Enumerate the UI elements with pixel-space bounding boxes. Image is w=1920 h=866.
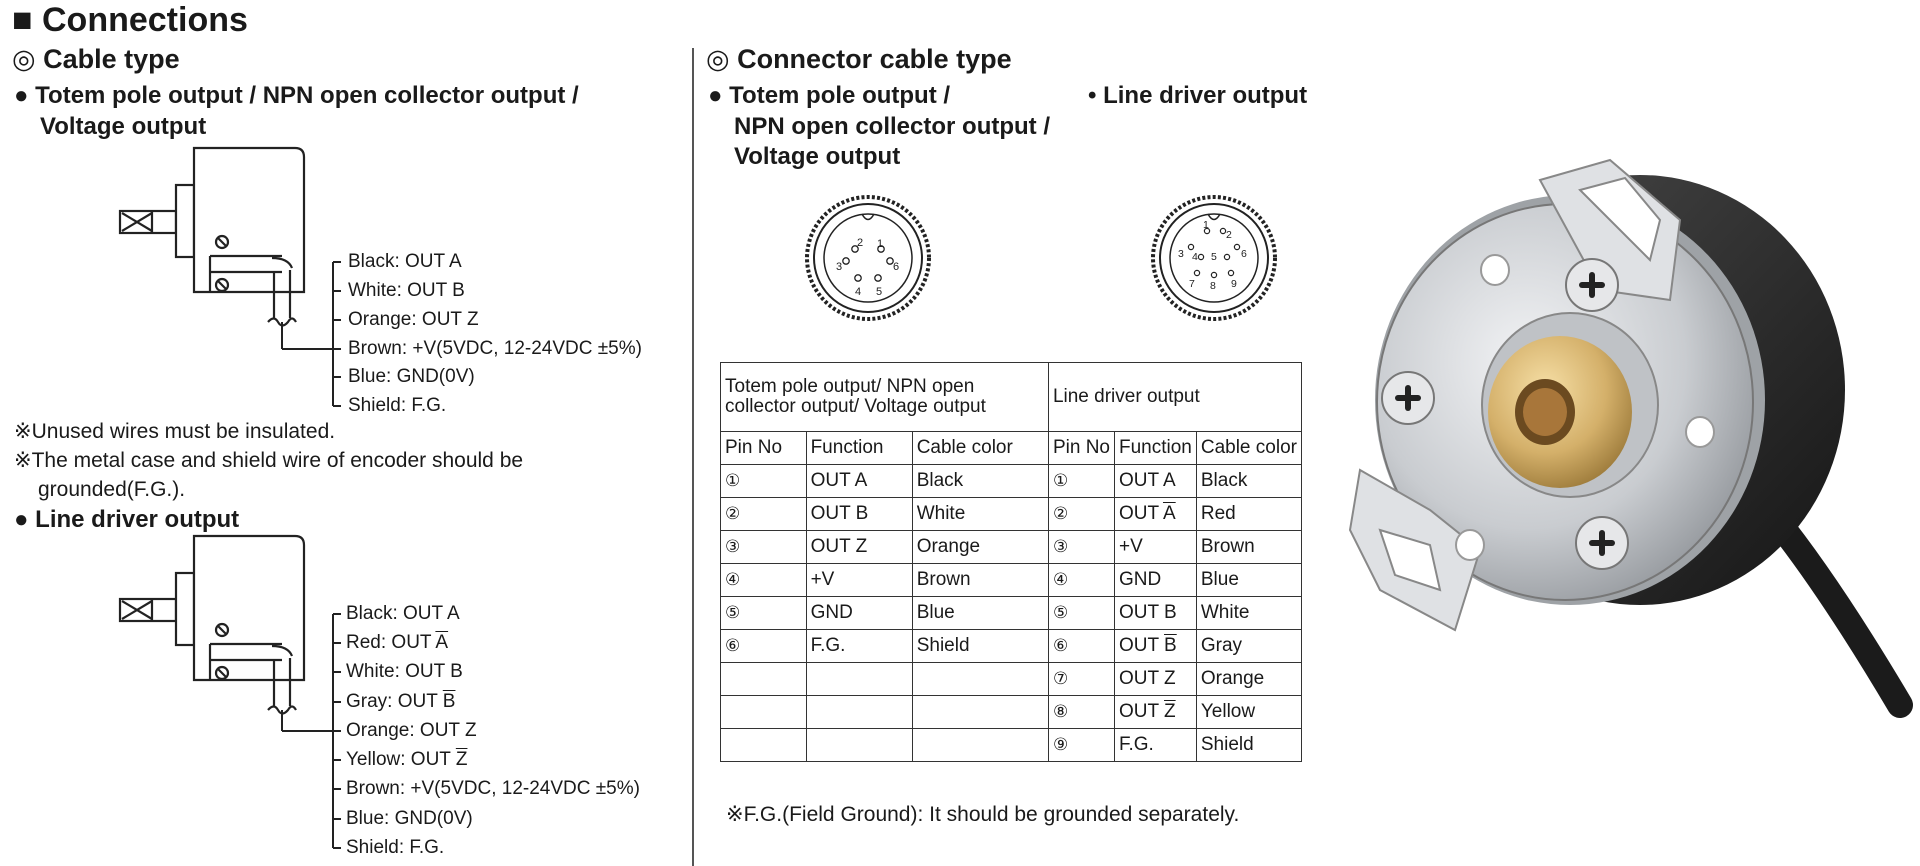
group-left-header: Totem pole output/ NPN open collector output/ Voltage output bbox=[721, 363, 1049, 432]
table-group-header-row bbox=[721, 363, 1302, 432]
table-header-row bbox=[721, 432, 1302, 465]
color-cell bbox=[912, 729, 1048, 762]
encoder-body-2 bbox=[120, 536, 304, 714]
column-header: Function bbox=[1114, 432, 1196, 465]
function-cell: OUT $\overline{A}$ bbox=[1114, 498, 1196, 531]
pin-label: 2 bbox=[857, 237, 864, 249]
wire-label: Blue: GND(0V) bbox=[346, 808, 473, 829]
connector-9pin-face bbox=[1151, 195, 1277, 321]
pin-cell: ① bbox=[721, 465, 807, 498]
pin-cell: ⑧ bbox=[1048, 696, 1114, 729]
function-cell bbox=[806, 663, 912, 696]
color-cell: Black bbox=[912, 465, 1048, 498]
encoder-product-illustration bbox=[1340, 150, 1920, 710]
function-cell: OUT Z bbox=[1114, 663, 1196, 696]
table-row bbox=[721, 597, 1302, 630]
color-cell bbox=[912, 663, 1048, 696]
pin-cell bbox=[721, 696, 807, 729]
wire-label: Red: OUT $\overline{A}$ bbox=[346, 632, 449, 653]
table-row bbox=[721, 564, 1302, 597]
pin-cell bbox=[721, 663, 807, 696]
pin-cell: ④ bbox=[1048, 564, 1114, 597]
wire-label: White: OUT B bbox=[348, 280, 465, 301]
pin-cell: ⑥ bbox=[1048, 630, 1114, 663]
note-unused-wires: ※Unused wires must be insulated. bbox=[14, 420, 336, 443]
pin-label: 5 bbox=[876, 286, 883, 298]
pin-label: 1 bbox=[1203, 219, 1209, 231]
pin-cell: ⑨ bbox=[1048, 729, 1114, 762]
color-cell: Orange bbox=[1196, 663, 1301, 696]
function-cell: OUT $\overline{B}$ bbox=[1114, 630, 1196, 663]
page-title: ■ Connections bbox=[12, 1, 248, 39]
wire-label: Shield: F.G. bbox=[346, 837, 445, 858]
pin-cell: ③ bbox=[1048, 531, 1114, 564]
pin-label: 4 bbox=[855, 286, 862, 298]
color-cell: Brown bbox=[912, 564, 1048, 597]
pin-label: 9 bbox=[1231, 278, 1237, 290]
cable-group1-heading-line2: Voltage output bbox=[40, 113, 207, 140]
pin-label: 7 bbox=[1189, 278, 1195, 290]
connector-right-heading: • Line driver output bbox=[1088, 82, 1308, 109]
color-cell: Shield bbox=[912, 630, 1048, 663]
table-row bbox=[721, 729, 1302, 762]
color-cell: Black bbox=[1196, 465, 1301, 498]
color-cell: Red bbox=[1196, 498, 1301, 531]
table-row bbox=[721, 465, 1302, 498]
pin-label: 6 bbox=[1241, 248, 1247, 260]
cable-type-heading: ◎ Cable type bbox=[12, 44, 180, 74]
pin-cell: ④ bbox=[721, 564, 807, 597]
function-cell: GND bbox=[1114, 564, 1196, 597]
function-cell: F.G. bbox=[806, 630, 912, 663]
table-row bbox=[721, 498, 1302, 531]
column-header: Pin No bbox=[721, 432, 807, 465]
pin-cell: ⑤ bbox=[721, 597, 807, 630]
table-row bbox=[721, 531, 1302, 564]
connector-6pin-face bbox=[805, 195, 931, 321]
color-cell: Gray bbox=[1196, 630, 1301, 663]
function-cell bbox=[806, 696, 912, 729]
function-cell: GND bbox=[806, 597, 912, 630]
double-circle-icon: ◎ bbox=[12, 44, 36, 74]
connector-left-heading-line3: Voltage output bbox=[734, 143, 901, 170]
table-row bbox=[721, 663, 1302, 696]
function-cell: OUT B bbox=[806, 498, 912, 531]
color-cell: Orange bbox=[912, 531, 1048, 564]
pin-cell: ⑥ bbox=[721, 630, 807, 663]
pin-cell: ② bbox=[721, 498, 807, 531]
connector-left-heading-line2: NPN open collector output / bbox=[734, 113, 1050, 140]
connector-type-heading: ◎ Connector cable type bbox=[706, 44, 1012, 74]
function-cell: F.G. bbox=[1114, 729, 1196, 762]
cable-group2-heading: ● Line driver output bbox=[14, 506, 240, 533]
bullet-icon: • bbox=[1088, 82, 1097, 109]
table-row bbox=[721, 696, 1302, 729]
cable-group1-heading: ● Totem pole output / NPN open collector output / bbox=[14, 82, 579, 109]
note-grounding: ※The metal case and shield wire of encoder should be bbox=[14, 449, 524, 472]
bullet-icon: ● bbox=[708, 82, 723, 109]
wire-label: Brown: +V(5VDC, 12-24VDC ±5%) bbox=[348, 338, 642, 359]
pin-function-table bbox=[720, 362, 1302, 762]
color-cell: Shield bbox=[1196, 729, 1301, 762]
wire-label: Orange: OUT Z bbox=[348, 309, 479, 330]
pin-cell: ⑦ bbox=[1048, 663, 1114, 696]
color-cell: Yellow bbox=[1196, 696, 1301, 729]
wire-label: Yellow: OUT $\overline{Z}$ bbox=[346, 749, 468, 770]
function-cell: OUT $\overline{Z}$ bbox=[1114, 696, 1196, 729]
section-divider bbox=[692, 48, 694, 866]
wire-label: Brown: +V(5VDC, 12-24VDC ±5%) bbox=[346, 778, 640, 799]
wire-label: White: OUT B bbox=[346, 661, 463, 682]
pin-label: 8 bbox=[1210, 280, 1216, 292]
column-header: Function bbox=[806, 432, 912, 465]
wire-label: Blue: GND(0V) bbox=[348, 366, 475, 387]
wire-label: Orange: OUT Z bbox=[346, 720, 477, 741]
connector-left-heading: ● Totem pole output / bbox=[708, 82, 951, 109]
pin-label: 3 bbox=[836, 261, 843, 273]
table-row bbox=[721, 630, 1302, 663]
wire-label: Black: OUT A bbox=[346, 603, 460, 624]
column-header: Cable color bbox=[1196, 432, 1301, 465]
pin-label: 2 bbox=[1226, 229, 1232, 241]
function-cell: +V bbox=[1114, 531, 1196, 564]
column-header: Cable color bbox=[912, 432, 1048, 465]
pin-cell: ① bbox=[1048, 465, 1114, 498]
bullet-icon: ● bbox=[14, 82, 29, 109]
color-cell: Blue bbox=[1196, 564, 1301, 597]
pin-cell bbox=[721, 729, 807, 762]
double-circle-icon: ◎ bbox=[706, 44, 730, 74]
color-cell: Brown bbox=[1196, 531, 1301, 564]
wire-label: Gray: OUT $\overline{B}$ bbox=[346, 691, 456, 712]
color-cell: White bbox=[912, 498, 1048, 531]
function-cell bbox=[806, 729, 912, 762]
function-cell: OUT Z bbox=[806, 531, 912, 564]
pin-cell: ③ bbox=[721, 531, 807, 564]
color-cell: White bbox=[1196, 597, 1301, 630]
wire-label: Shield: F.G. bbox=[348, 395, 447, 416]
bullet-icon: ● bbox=[14, 506, 29, 533]
group-right-header: Line driver output bbox=[1048, 363, 1301, 432]
pin-cell: ⑤ bbox=[1048, 597, 1114, 630]
function-cell: OUT A bbox=[1114, 465, 1196, 498]
color-cell bbox=[912, 696, 1048, 729]
note-grounding-line2: grounded(F.G.). bbox=[38, 478, 186, 501]
pin-label: 6 bbox=[893, 261, 900, 273]
pin-label: 1 bbox=[877, 238, 884, 250]
function-cell: OUT B bbox=[1114, 597, 1196, 630]
pin-cell: ② bbox=[1048, 498, 1114, 531]
function-cell: +V bbox=[806, 564, 912, 597]
encoder-body-1 bbox=[120, 148, 304, 326]
column-header: Pin No bbox=[1048, 432, 1114, 465]
function-cell: OUT A bbox=[806, 465, 912, 498]
pin-label: 4 bbox=[1192, 251, 1198, 263]
square-bullet-icon: ■ bbox=[12, 1, 33, 39]
pin-label: 3 bbox=[1178, 248, 1184, 260]
wire-label: Black: OUT A bbox=[348, 251, 462, 272]
color-cell: Blue bbox=[912, 597, 1048, 630]
pin-label: 5 bbox=[1211, 251, 1217, 263]
field-ground-footnote: ※F.G.(Field Ground): It should be grounded separately. bbox=[726, 803, 1240, 826]
